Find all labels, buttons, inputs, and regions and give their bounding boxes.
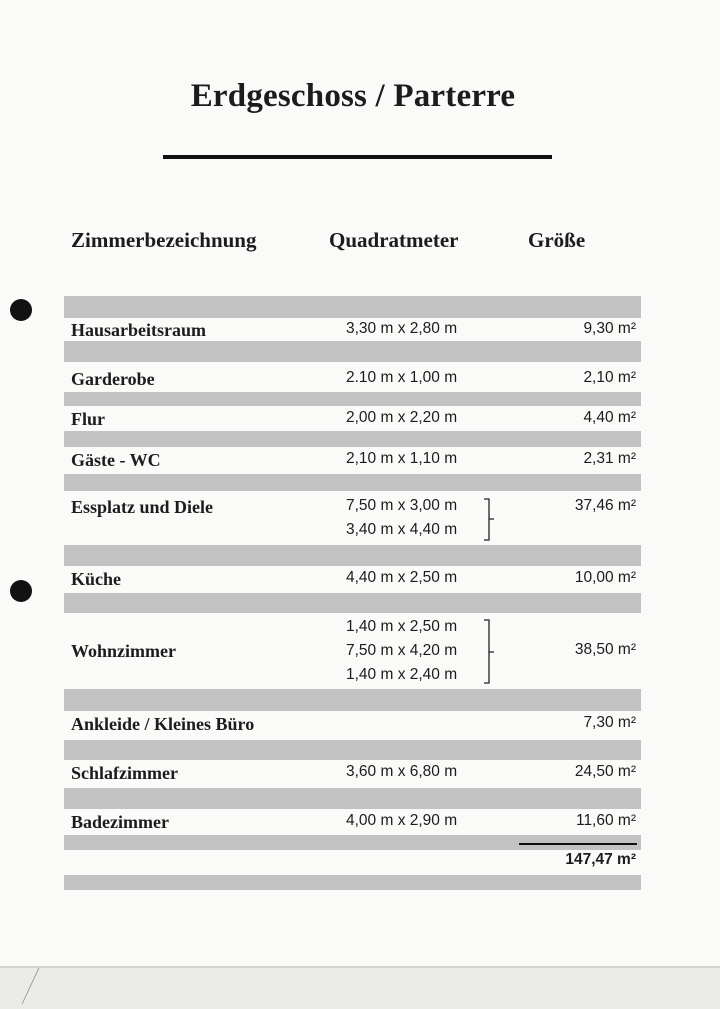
room-name: Gäste - WC [71, 450, 161, 470]
punch-hole [10, 299, 32, 321]
room-dimensions: 1,40 m x 2,50 m 7,50 m x 4,20 m 1,40 m x 2,40 m [346, 618, 458, 683]
room-dimensions: 4,40 m x 2,50 m [346, 569, 458, 586]
room-size: 38,50 m² [574, 641, 636, 658]
page-edge [0, 966, 720, 1009]
room-dimensions: 2.10 m x 1,00 m [346, 369, 458, 386]
title-underline [163, 155, 552, 159]
table-stripe [64, 474, 641, 491]
header-size: Größe [528, 228, 586, 252]
punch-hole [10, 580, 32, 602]
table-stripe [64, 341, 641, 362]
room-size: 37,46 m² [574, 497, 636, 514]
room-dimensions: 7,50 m x 3,00 m 3,40 m x 4,40 m [346, 497, 458, 538]
table-stripe [64, 875, 641, 890]
room-size: 2,10 m² [583, 369, 636, 386]
total-rule [519, 843, 637, 845]
header-room-name: Zimmerbezeichnung [71, 228, 257, 252]
room-size: 4,40 m² [583, 409, 636, 426]
room-size: 24,50 m² [574, 763, 636, 780]
room-name: Flur [71, 409, 105, 429]
room-size: 9,30 m² [583, 320, 636, 337]
table-stripe [64, 545, 641, 566]
room-name: Hausarbeitsraum [71, 320, 206, 340]
room-name: Küche [71, 569, 122, 589]
page-title: Erdgeschoss / Parterre [190, 78, 516, 114]
room-dimensions: 3,30 m x 2,80 m [346, 320, 458, 337]
room-name: Ankleide / Kleines Büro [71, 714, 255, 734]
room-name: Schlafzimmer [71, 763, 178, 783]
brace-bracket [480, 498, 504, 542]
room-name: Essplatz und Diele [71, 497, 214, 517]
room-dimensions: 3,60 m x 6,80 m [346, 763, 458, 780]
room-size: 7,30 m² [583, 714, 636, 731]
room-size: 2,31 m² [583, 450, 636, 467]
table-stripe [64, 788, 641, 809]
brace-bracket [480, 619, 504, 685]
room-name: Badezimmer [71, 812, 169, 832]
table-stripe [64, 296, 641, 318]
table-stripe [64, 431, 641, 447]
table-stripe [64, 392, 641, 406]
room-dimensions: 2,00 m x 2,20 m [346, 409, 458, 426]
table-stripe [64, 689, 641, 711]
room-name: Garderobe [71, 369, 155, 389]
total-size: 147,47 m² [565, 851, 636, 868]
header-dimensions: Quadratmeter [329, 228, 459, 252]
table-stripe [64, 740, 641, 760]
room-size: 11,60 m² [575, 812, 636, 829]
room-dimensions: 2,10 m x 1,10 m [346, 450, 458, 467]
table-stripe [64, 593, 641, 613]
room-dimensions: 4,00 m x 2,90 m [346, 812, 458, 829]
room-name: Wohnzimmer [71, 641, 176, 661]
room-size: 10,00 m² [574, 569, 636, 586]
